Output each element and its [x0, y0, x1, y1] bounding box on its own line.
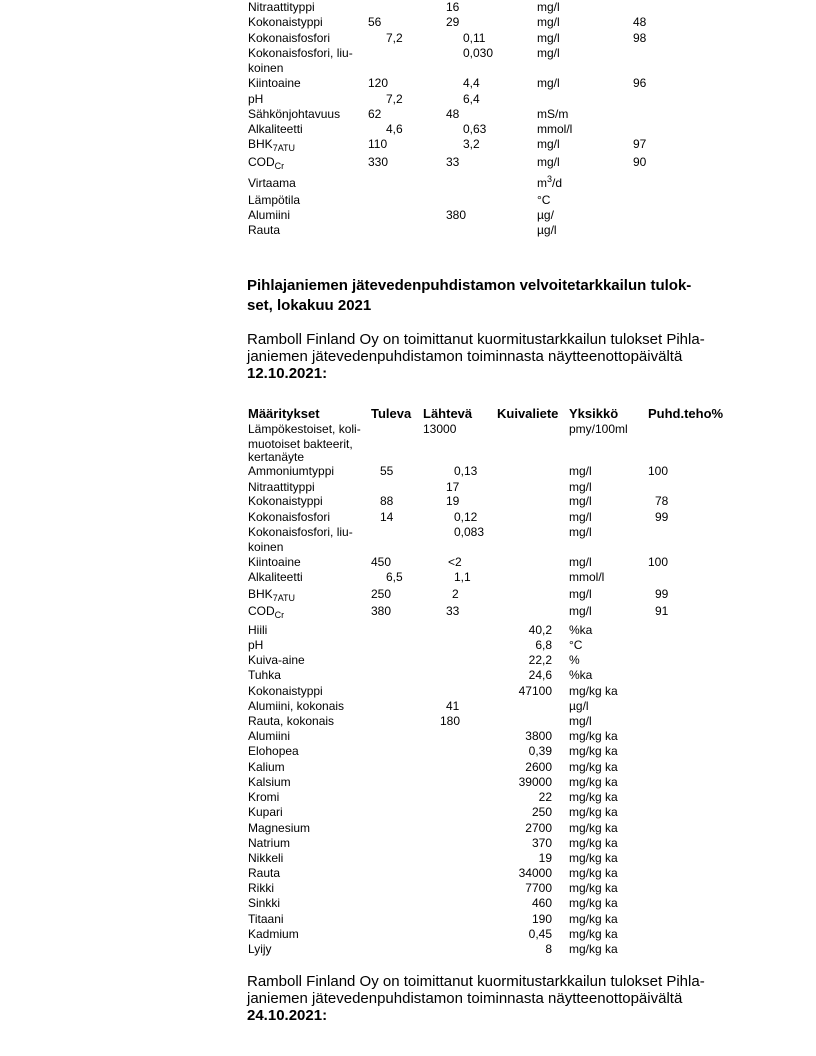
cell-lahteva: 29: [446, 15, 460, 29]
header-yksikko: Yksikkö: [569, 406, 619, 421]
table-row: [0, 92, 816, 108]
cell-name: Tuhka: [248, 668, 281, 682]
cell-unit: mg/kg ka: [569, 684, 618, 698]
table-row: [0, 570, 816, 585]
cell-teho: 98: [633, 31, 647, 45]
cell-name: Natrium: [248, 836, 291, 850]
cell-tuleva: 7,2: [386, 92, 403, 106]
table-row: [0, 699, 816, 714]
cell-lahteva: 0,12: [454, 510, 478, 524]
cell-unit: pmy/100ml: [569, 422, 628, 436]
table-row: [0, 422, 816, 437]
table-row: [0, 927, 816, 942]
cell-teho: 78: [655, 494, 669, 508]
cell-unit: mg/l: [569, 587, 592, 601]
cell-name: Kokonaisfosfori, liu-: [248, 46, 353, 60]
table-row: [0, 208, 816, 224]
cell-lahteva: 1,1: [454, 570, 471, 584]
cell-unit: mg/kg ka: [569, 912, 618, 926]
cell-name: $COD_{Cr}$: [248, 155, 285, 171]
cell-name: Kupari: [248, 805, 283, 819]
cell-unit: mg/l: [537, 31, 560, 45]
cell-unit: mg/kg ka: [569, 836, 618, 850]
table-row: [0, 714, 816, 729]
table-row: [0, 851, 816, 866]
cell-lahteva: 4,4: [463, 76, 480, 90]
cell-tuleva: 4,6: [386, 122, 403, 136]
cell-lahteva: 2: [452, 587, 459, 601]
table-row: [0, 729, 816, 744]
section-heading-line-2: set, lokakuu 2021: [247, 297, 372, 314]
table-row: [0, 122, 816, 138]
cell-name: Kokonaistyppi: [248, 494, 323, 508]
table-row: [0, 61, 816, 77]
cell-name: Nitraattityppi: [248, 480, 315, 494]
cell-lahteva: 16: [446, 0, 460, 14]
cell-lahteva: 33: [446, 604, 460, 618]
table-row: [0, 525, 816, 540]
cell-kuivaliete: 0,45: [528, 927, 552, 941]
cell-name: Titaani: [248, 912, 284, 926]
cell-tuleva: 88: [380, 494, 394, 508]
cell-kuivaliete: 250: [531, 805, 552, 819]
cell-teho: 96: [633, 76, 647, 90]
cell-unit: $m^3/d$: [537, 174, 563, 190]
cell-superscript: 3: [547, 174, 553, 184]
cell-unit: mg/l: [569, 464, 592, 478]
cell-unit: %: [569, 653, 580, 667]
sample-date: 12.10.2021:: [247, 365, 328, 382]
table-row: [0, 155, 816, 171]
cell-unit: mg/l: [569, 494, 592, 508]
cell-subscript: Cr: [274, 610, 285, 620]
cell-unit: mg/l: [537, 76, 560, 90]
cell-unit: µg/l: [569, 699, 589, 713]
cell-lahteva: 48: [446, 107, 460, 121]
cell-name: $BHK_{7ATU}$: [248, 137, 296, 153]
cell-kuivaliete: 370: [531, 836, 552, 850]
table-row: [0, 450, 816, 465]
table-row: [0, 638, 816, 653]
table-row: [0, 540, 816, 555]
cell-unit: µg/l: [537, 223, 557, 237]
paragraph-line: janiemen jätevedenpuhdistamon toiminnasta näytteenottopäivältä: [247, 348, 683, 365]
cell-unit: mg/kg ka: [569, 805, 618, 819]
cell-lahteva: 3,2: [463, 137, 480, 151]
cell-unit: mg/l: [569, 604, 592, 618]
cell-name: $COD_{Cr}$: [248, 604, 285, 620]
cell-name: Kokonaistyppi: [248, 684, 323, 698]
table-row: [0, 790, 816, 805]
cell-kuivaliete: 22: [538, 790, 552, 804]
paragraph-line: Ramboll Finland Oy on toimittanut kuormitustarkkailun tulokset Pihla-: [247, 973, 705, 990]
table-row: [0, 0, 816, 16]
cell-unit: mg/kg ka: [569, 775, 618, 789]
cell-lahteva: 33: [446, 155, 460, 169]
cell-unit: mg/kg ka: [569, 821, 618, 835]
intro-paragraph-2: [247, 973, 747, 1024]
cell-unit: mmol/l: [569, 570, 605, 584]
cell-unit: mg/l: [569, 714, 592, 728]
cell-tuleva: 56: [368, 15, 382, 29]
header-tuleva: Tuleva: [371, 406, 412, 421]
cell-kuivaliete: 0,39: [528, 744, 552, 758]
table-row: [0, 494, 816, 509]
cell-name: muotoiset bakteerit,: [248, 437, 353, 451]
cell-name: Hiili: [248, 623, 268, 637]
cell-lahteva: 180: [440, 714, 461, 728]
cell-unit: mg/l: [537, 46, 560, 60]
table-row: [0, 15, 816, 31]
cell-name: Kokonaisfosfori: [248, 31, 331, 45]
table-row: [0, 653, 816, 668]
table-row: [0, 836, 816, 851]
cell-tuleva: 110: [368, 137, 388, 151]
cell-name: Alumiini: [248, 729, 291, 743]
cell-name: Alkaliteetti: [248, 570, 303, 584]
cell-kuivaliete: 2600: [525, 760, 552, 774]
cell-name: Sähkönjohtavuus: [248, 107, 341, 121]
table-row: [0, 555, 816, 570]
cell-name: Elohopea: [248, 744, 299, 758]
cell-name: Kuiva-aine: [248, 653, 305, 667]
cell-lahteva: 6,4: [463, 92, 480, 106]
cell-name: Kokonaisfosfori: [248, 510, 331, 524]
cell-kuivaliete: 19: [538, 851, 552, 865]
cell-subscript: 7ATU: [272, 593, 296, 603]
cell-name: koinen: [248, 61, 284, 75]
cell-kuivaliete: 47100: [518, 684, 552, 698]
cell-name: Rauta: [248, 223, 281, 237]
cell-lahteva: 41: [446, 699, 460, 713]
cell-lahteva: <2: [448, 555, 462, 569]
cell-tuleva: 14: [380, 510, 394, 524]
cell-lahteva: 0,11: [463, 31, 486, 45]
cell-name: $BHK_{7ATU}$: [248, 587, 296, 603]
cell-tuleva: 7,2: [386, 31, 403, 45]
table-row: [0, 193, 816, 209]
cell-unit: %ka: [569, 623, 593, 637]
cell-tuleva: 120: [368, 76, 389, 90]
cell-kuivaliete: 39000: [518, 775, 552, 789]
cell-tuleva: 450: [371, 555, 392, 569]
table-row: [0, 775, 816, 790]
cell-name: Kromi: [248, 790, 280, 804]
header-puhdistusteho: Puhd.teho%: [648, 406, 724, 421]
cell-unit: mg/l: [569, 480, 592, 494]
cell-unit: mg/kg ka: [569, 760, 618, 774]
cell-lahteva: 0,13: [454, 464, 478, 478]
cell-unit: mg/kg ka: [569, 790, 618, 804]
cell-unit: mg/kg ka: [569, 896, 618, 910]
cell-unit: °C: [537, 193, 551, 207]
cell-unit: µg/: [537, 208, 554, 222]
cell-name: Kalsium: [248, 775, 291, 789]
cell-subscript: Cr: [274, 161, 285, 171]
cell-unit: mmol/l: [537, 122, 573, 136]
cell-unit: mg/kg ka: [569, 744, 618, 758]
cell-subscript: 7ATU: [272, 143, 296, 153]
cell-unit: mg/l: [569, 555, 592, 569]
cell-name: Alumiini, kokonais: [248, 699, 345, 713]
cell-lahteva: 0,030: [463, 46, 494, 60]
cell-lahteva: 17: [446, 480, 460, 494]
cell-tuleva: 330: [368, 155, 389, 169]
table-row: [0, 668, 816, 683]
cell-unit: mg/kg ka: [569, 942, 618, 956]
cell-teho: 100: [648, 555, 669, 569]
cell-unit: mg/kg ka: [569, 881, 618, 895]
table-row: [0, 76, 816, 92]
cell-unit: mg/l: [537, 0, 560, 14]
cell-kuivaliete: 3800: [525, 729, 552, 743]
cell-name: Kiintoaine: [248, 76, 301, 90]
header-lahteva: Lähtevä: [423, 406, 473, 421]
table-row: [0, 223, 816, 239]
cell-lahteva: 19: [446, 494, 460, 508]
cell-teho: 99: [655, 510, 669, 524]
cell-kuivaliete: 190: [531, 912, 552, 926]
cell-kuivaliete: 6,8: [535, 638, 552, 652]
cell-unit: mg/l: [569, 525, 592, 539]
cell-tuleva: 250: [371, 587, 392, 601]
table-row: [0, 821, 816, 836]
table-row: [0, 587, 816, 602]
table-row: [0, 480, 816, 495]
cell-teho: 48: [633, 15, 647, 29]
cell-name: koinen: [248, 540, 284, 554]
table-row: [0, 684, 816, 699]
cell-kuivaliete: 8: [545, 942, 552, 956]
cell-tuleva: 6,5: [386, 570, 403, 584]
section-heading: [247, 276, 747, 316]
cell-kuivaliete: 34000: [518, 866, 552, 880]
table-row: [0, 510, 816, 525]
table-row: [0, 912, 816, 927]
cell-tuleva: 380: [371, 604, 392, 618]
cell-lahteva: 380: [446, 208, 467, 222]
paragraph-line: Ramboll Finland Oy on toimittanut kuormitustarkkailun tulokset Pihla-: [247, 331, 705, 348]
cell-name: Alumiini: [248, 208, 291, 222]
cell-name: Magnesium: [248, 821, 311, 835]
cell-name: Kokonaistyppi: [248, 15, 323, 29]
cell-name: pH: [248, 638, 264, 652]
table-row: [0, 866, 816, 881]
cell-tuleva: 62: [368, 107, 382, 121]
table-row: [0, 46, 816, 62]
cell-unit: mg/l: [537, 137, 560, 151]
table-row: [0, 744, 816, 759]
cell-name: Rauta, kokonais: [248, 714, 335, 728]
cell-name: Ammoniumtyppi: [248, 464, 335, 478]
cell-kuivaliete: 2700: [525, 821, 552, 835]
table-row: [0, 31, 816, 47]
cell-unit: mg/kg ka: [569, 866, 618, 880]
cell-teho: 100: [648, 464, 669, 478]
cell-lahteva: 0,63: [463, 122, 487, 136]
cell-name: Lyijy: [248, 942, 272, 956]
intro-paragraph-1: [247, 331, 747, 382]
cell-unit: mg/kg ka: [569, 729, 618, 743]
cell-name: Kiintoaine: [248, 555, 301, 569]
cell-name: Virtaama: [248, 176, 296, 190]
cell-lahteva: 0,083: [454, 525, 485, 539]
cell-teho: 90: [633, 155, 647, 169]
table-row: [0, 176, 816, 192]
cell-kuivaliete: 40,2: [528, 623, 552, 637]
cell-kuivaliete: 24,6: [528, 668, 552, 682]
table-row: [0, 881, 816, 896]
cell-tuleva: 55: [380, 464, 394, 478]
cell-name: Kalium: [248, 760, 285, 774]
cell-name: Kadmium: [248, 927, 299, 941]
cell-name: Nitraattityppi: [248, 0, 315, 14]
header-kuivaliete: Kuivaliete: [497, 406, 559, 421]
cell-unit: mg/l: [537, 155, 560, 169]
table-row: [0, 760, 816, 775]
cell-unit: %ka: [569, 668, 593, 682]
cell-name: pH: [248, 92, 264, 106]
table-row: [0, 942, 816, 957]
cell-name: Kokonaisfosfori, liu-: [248, 525, 353, 539]
cell-name: Nikkeli: [248, 851, 284, 865]
table-row: [0, 137, 816, 153]
cell-unit: mg/kg ka: [569, 851, 618, 865]
cell-teho: 99: [655, 587, 669, 601]
sample-date: 24.10.2021:: [247, 1007, 328, 1024]
cell-unit: mS/m: [537, 107, 569, 121]
cell-name: kertanäyte: [248, 450, 305, 464]
table-row: [0, 604, 816, 619]
cell-unit: mg/l: [537, 15, 560, 29]
cell-kuivaliete: 7700: [525, 881, 552, 895]
cell-teho: 97: [633, 137, 647, 151]
cell-name: Sinkki: [248, 896, 281, 910]
cell-kuivaliete: 460: [531, 896, 552, 910]
cell-unit: mg/l: [569, 510, 592, 524]
table-row: [0, 464, 816, 479]
cell-name: Rauta: [248, 866, 281, 880]
cell-name: Lämpötila: [248, 193, 301, 207]
cell-name: Lämpökestoiset, koli-: [248, 422, 361, 436]
cell-unit: mg/kg ka: [569, 927, 618, 941]
table-row: [0, 107, 816, 123]
cell-unit: °C: [569, 638, 583, 652]
cell-name: Alkaliteetti: [248, 122, 303, 136]
table-row: [0, 805, 816, 820]
cell-lahteva: 13000: [423, 422, 457, 436]
table-row: [0, 623, 816, 638]
cell-kuivaliete: 22,2: [528, 653, 552, 667]
cell-name: Rikki: [248, 881, 274, 895]
paragraph-line: janiemen jätevedenpuhdistamon toiminnasta näytteenottopäivältä: [247, 990, 683, 1007]
section-heading-line-1: Pihlajaniemen jätevedenpuhdistamon velvoitetarkkailun tulok-: [247, 277, 692, 294]
cell-teho: 91: [655, 604, 669, 618]
header-maaritykset: Määritykset: [248, 406, 320, 421]
table-row: [0, 896, 816, 911]
